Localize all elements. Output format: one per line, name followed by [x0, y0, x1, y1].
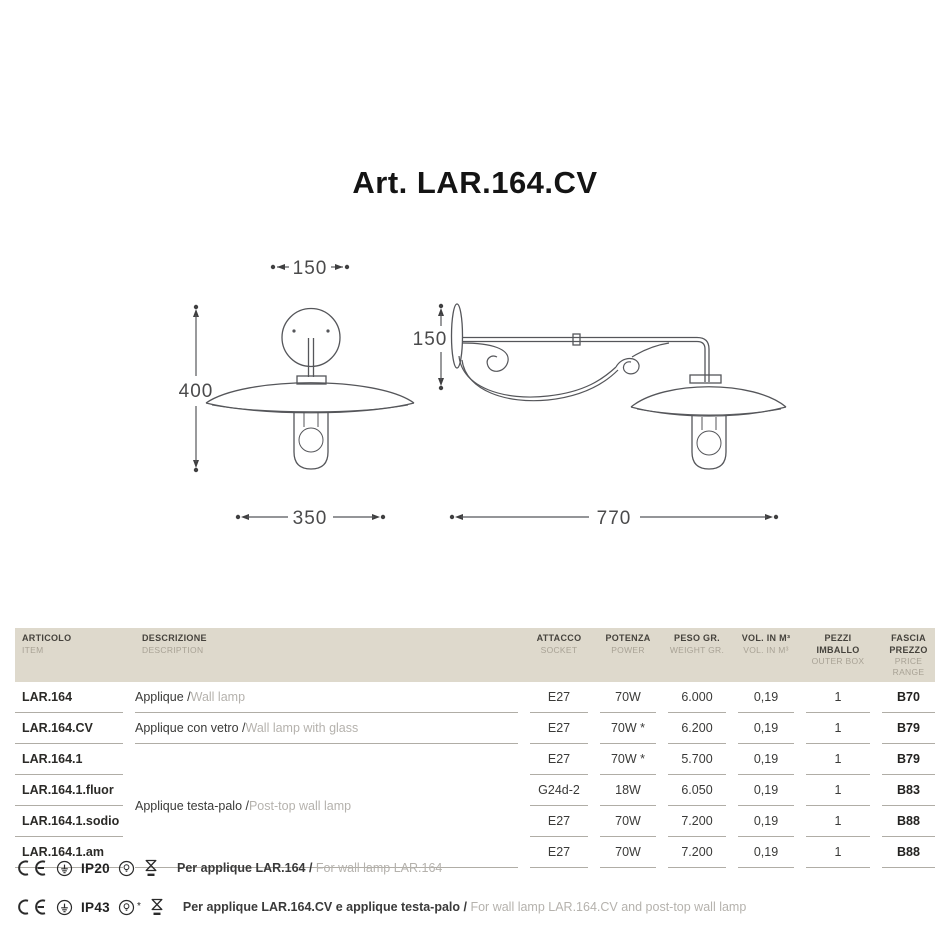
article-code: LAR.164.1.am	[15, 837, 123, 868]
lamp-shade-front	[206, 383, 414, 413]
page-title: Art. LAR.164.CV	[352, 165, 598, 200]
power-value: 18W	[600, 775, 656, 806]
spec-table	[15, 628, 935, 868]
packing-value: 1	[806, 837, 870, 868]
weight-value: 7.200	[668, 837, 726, 868]
dimension-label: 350	[292, 508, 328, 529]
hourglass-icon	[143, 858, 159, 878]
volume-value: 0,19	[738, 713, 794, 744]
weight-value: 6.000	[668, 682, 726, 713]
ce-mark-icon	[16, 860, 48, 876]
socket-value: E27	[530, 837, 588, 868]
asterisk-note: *	[136, 901, 141, 912]
description-cell: Applique / Wall lamp	[135, 682, 518, 713]
lamp-circle-icon	[118, 899, 135, 916]
table-body	[15, 682, 935, 868]
ip-rating: IP43	[81, 899, 110, 915]
power-value: 70W	[600, 682, 656, 713]
footnote-text: Per applique LAR.164 / For wall lamp LAR.164	[176, 861, 443, 875]
dimension-height-left	[179, 305, 214, 472]
column-header-volume: VOL. IN M³ VOL. IN M³	[741, 633, 791, 655]
lamp-shade-side	[631, 387, 786, 416]
article-code: LAR.164	[15, 682, 123, 713]
power-value: 70W	[600, 806, 656, 837]
socket-value: G24d-2	[530, 775, 588, 806]
socket-value: E27	[530, 713, 588, 744]
dimension-height-side	[413, 304, 448, 390]
article-code: LAR.164.1.sodio	[15, 806, 123, 837]
weight-value: 7.200	[668, 806, 726, 837]
glass-and-bulb-front	[294, 412, 328, 469]
screw-dot	[292, 329, 295, 332]
earth-icon	[56, 899, 73, 916]
column-header-price: FASCIA PREZZO PRICE RANGE	[889, 633, 928, 678]
hourglass-icon	[149, 897, 165, 917]
article-code: LAR.164.1	[15, 744, 123, 775]
footnote-text: Per applique LAR.164.CV e applique testa-palo / For wall lamp LAR.164.CV and post-top wall lamp	[182, 900, 747, 914]
weight-value: 6.050	[668, 775, 726, 806]
bracket-arm	[462, 334, 709, 382]
dimension-label: 400	[178, 381, 214, 402]
volume-value: 0,19	[738, 806, 794, 837]
socket-value: E27	[530, 744, 588, 775]
packing-value: 1	[806, 775, 870, 806]
packing-value: 1	[806, 682, 870, 713]
ip-rating: IP20	[81, 860, 110, 876]
socket-value: E27	[530, 806, 588, 837]
column-header-description: DESCRIZIONE DESCRIPTION	[142, 633, 207, 655]
earth-icon	[56, 860, 73, 877]
description-cell-merged: Applique testa-palo / Post-top wall lamp	[135, 744, 518, 868]
scroll-ornament	[459, 343, 669, 401]
weight-value: 6.200	[668, 713, 726, 744]
volume-value: 0,19	[738, 775, 794, 806]
footnote-row-ip20	[16, 858, 442, 878]
front-view-drawing	[179, 258, 414, 529]
price-value: B88	[882, 806, 935, 837]
wall-plate-side	[452, 304, 463, 368]
price-value: B88	[882, 837, 935, 868]
volume-value: 0,19	[738, 682, 794, 713]
dimension-width-top	[271, 258, 349, 279]
dimension-label: 770	[596, 508, 632, 529]
price-value: B70	[882, 682, 935, 713]
dimension-label: 150	[412, 329, 448, 350]
column-header-article: ARTICOLO ITEM	[22, 633, 72, 655]
dimension-width-side	[450, 508, 778, 529]
packing-value: 1	[806, 806, 870, 837]
article-code: LAR.164.CV	[15, 713, 123, 744]
power-value: 70W	[600, 837, 656, 868]
lamp-circle-icon	[118, 860, 135, 877]
glass-and-bulb-side	[692, 416, 726, 469]
column-header-packing: PEZZI IMBALLO OUTER BOX	[811, 633, 865, 667]
column-header-socket: ATTACCO SOCKET	[536, 633, 582, 655]
wall-plate-front	[282, 309, 340, 367]
packing-value: 1	[806, 713, 870, 744]
socket-value: E27	[530, 682, 588, 713]
weight-value: 5.700	[668, 744, 726, 775]
power-value: 70W *	[600, 713, 656, 744]
price-value: B83	[882, 775, 935, 806]
footnote-row-ip43	[16, 896, 746, 918]
power-value: 70W *	[600, 744, 656, 775]
ce-mark-icon	[16, 899, 48, 915]
dimension-label: 150	[292, 258, 328, 279]
volume-value: 0,19	[738, 744, 794, 775]
column-header-weight: PESO GR. WEIGHT GR.	[669, 633, 725, 655]
price-value: B79	[882, 713, 935, 744]
dimension-width-bottom	[236, 508, 385, 529]
price-value: B79	[882, 744, 935, 775]
side-view-drawing	[413, 304, 786, 529]
screw-dot	[326, 329, 329, 332]
column-header-power: POTENZA POWER	[605, 633, 651, 655]
volume-value: 0,19	[738, 837, 794, 868]
technical-drawing	[0, 230, 950, 545]
article-code: LAR.164.1.fluor	[15, 775, 123, 806]
description-cell: Applique con vetro / Wall lamp with glass	[135, 713, 518, 744]
table-header-row	[15, 628, 935, 682]
packing-value: 1	[806, 744, 870, 775]
